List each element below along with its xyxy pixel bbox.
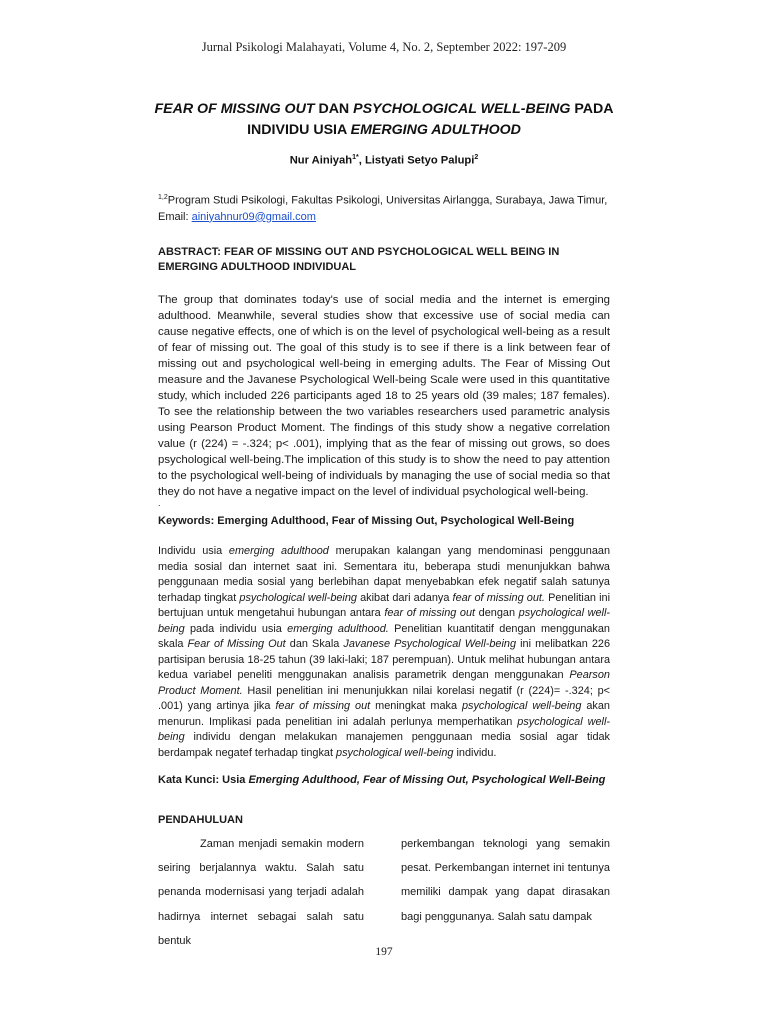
abstrak-term: emerging adulthood.	[287, 622, 389, 635]
author-separator: ,	[358, 154, 365, 167]
journal-header: Jurnal Psikologi Malahayati, Volume 4, No. 2, September 2022: 197-209	[201, 40, 567, 54]
author-2: Listyati Setyo Palupi	[364, 154, 475, 167]
abstrak-term: Pearson Product Moment.	[158, 669, 610, 697]
abstrak-text: pada individu usia	[184, 622, 288, 635]
abstract-heading: ABSTRACT: FEAR OF MISSING OUT AND PSYCHOLOGICAL WELL BEING IN EMERGING ADULTHOOD INDIVIDUAL	[158, 246, 560, 273]
section-heading: PENDAHULUAN	[158, 814, 243, 826]
abstrak-term: emerging adulthood	[228, 545, 329, 557]
indonesian-abstract	[158, 544, 610, 761]
abstrak-text: akan menurun. Implikasi pada penelitian ini adalah perlunya memperhatikan	[158, 700, 610, 728]
paper-title	[150, 99, 618, 141]
title-part-5: INDIVIDU USIA	[247, 122, 351, 138]
abstrak-term: psychological well-being	[239, 591, 357, 604]
keywords: Keywords: Emerging Adulthood, Fear of Missing Out, Psychological Well-Being	[158, 515, 575, 527]
author-2-sup: 2	[474, 154, 479, 161]
author-1-sup: 1*	[352, 154, 359, 161]
email-link[interactable]: ainiyahnur09@gmail.com	[191, 210, 316, 223]
abstrak-text: individu dengan melakukan manajemen penggunaan media sosial agar tidak berdampak negatef terhadap tingkat	[158, 731, 610, 759]
abstrak-text: akibat dari adanya	[356, 591, 453, 604]
title-part-1: FEAR OF MISSING OUT	[154, 101, 315, 117]
title-part-2: DAN	[314, 101, 354, 117]
abstrak-term: psychological well-being	[461, 700, 582, 712]
title-part-3: PSYCHOLOGICAL WELL-BEING	[353, 101, 571, 117]
author-line	[0, 154, 768, 167]
abstrak-term: psychological well-being	[336, 746, 454, 759]
intro-right-column: perkembangan teknologi yang semakin pesat. Perkembangan internet ini tentunya memiliki dampak yang dapat dirasakan bagi penggunanya. Salah satu dampak	[401, 838, 610, 923]
stray-dot: .	[158, 498, 161, 508]
abstrak-text: Hasil penelitian ini menunjukkan nilai korelasi negatif (r (224)= -.324; p< .001) yang artinya jika	[158, 684, 610, 712]
intro-left-column: Zaman menjadi semakin modern seiring berjalannya waktu. Salah satu penanda modernisasi yang terjadi adalah hadirnya internet sebagai salah satu bentuk	[158, 838, 364, 947]
affiliation	[158, 190, 608, 225]
abstrak-term: psychological well-being	[158, 607, 611, 635]
abstrak-text: individu.	[453, 746, 497, 759]
abstrak-text: ini melibatkan 226 partisipan berusia 18-25 tahun (39 laki-laki; 187 perempuan). Untuk melihat hubungan antara kedua variabel peneliti menggunakan analisis parametrik dengan menggunakan	[158, 638, 611, 681]
abstrak-text: dan Skala	[285, 638, 344, 650]
abstrak-text: Penelitian ini bertujuan untuk mengetahui hubungan antara	[158, 591, 610, 619]
author-1: Nur Ainiyah	[289, 154, 353, 167]
abstrak-text: meningkat maka	[370, 700, 462, 712]
email-label: Email:	[158, 210, 192, 223]
abstract-body: The group that dominates today's use of social media and the internet is emerging adulthood. Meanwhile, several studies show that excessive use of social media can cause negative effects, one of which is on the level of psychological well-being as a result of fear of missing out. The goal of this study is to see if there is a link between fear of missing out and psychological well-being in emerging adults. The Fear of Missing Out measure and the Javanese Psychological Well-being Scale were used in this quantitative study, which included 226 participants aged 18 to 25 years old (39 males; 187 females). To see the relationship between the two variables researchers used parametric analysis using Pearson Product Moment. The findings of this study show a negative correlation value (r (224) = -.324; p< .001), implying that as the fear of missing out grows, so does psychological well-being.The implication of this study is to show the need to pay attention to the psychological well-being of individuals by managing the use of social media so that they do not have a negative impact on the level of individual psychological well-being.	[158, 294, 610, 498]
abstrak-term: Javanese Psychological Well-being	[343, 638, 517, 650]
page-number: 197	[375, 946, 393, 958]
abstrak-term: fear of missing out.	[452, 591, 545, 604]
abstrak-text: Individu usia	[158, 545, 229, 557]
affiliation-text: Program Studi Psikologi, Fakultas Psikologi, Universitas Airlangga, Surabaya, Jawa Timur,	[167, 194, 608, 207]
title-part-4: PADA	[570, 101, 614, 117]
kata-kunci-label: Kata Kunci: Usia	[158, 774, 249, 786]
affiliation-sup: 1,2	[158, 194, 168, 201]
kata-kunci-terms: Emerging Adulthood, Fear of Missing Out, Psychological Well-Being	[248, 774, 606, 786]
abstrak-term: psychological well-being	[158, 715, 611, 743]
abstrak-term: Fear of Missing Out	[187, 638, 286, 650]
abstrak-term: fear of missing out	[275, 700, 371, 712]
abstrak-text: merupakan kalangan yang mendominasi penggunaan media sosial dan internet saat ini. Sementara itu, beberapa studi menunjukkan bahwa penggunaan media sosial yang berlebihan dapat menyebabkan efek negatif salah satunya terhadap tingkat	[158, 545, 610, 604]
abstrak-term: fear of missing out	[384, 607, 476, 619]
abstrak-text: dengan	[475, 607, 519, 619]
title-part-6: EMERGING ADULTHOOD	[350, 122, 521, 138]
kata-kunci	[158, 774, 610, 786]
abstrak-text: Penelitian kuantitatif dengan menggunakan skala	[158, 622, 610, 650]
